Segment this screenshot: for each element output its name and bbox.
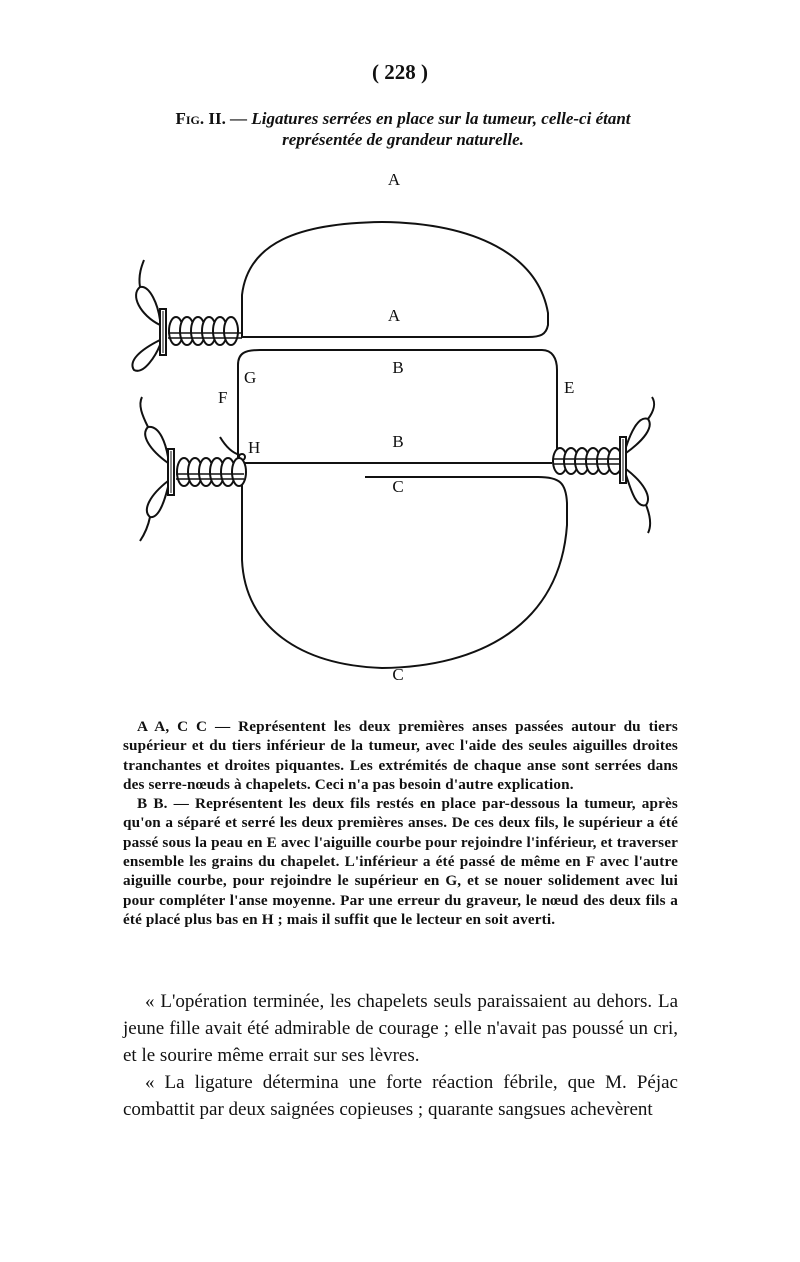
upper-chapelet [132, 260, 242, 371]
body-paragraph-2: « La ligature détermina une forte réaction fébrile, que M. Péjac combattit par deux saignées copieuses ; quarante sangsues achevèrent [123, 1072, 678, 1120]
caption-dash: — [225, 109, 252, 128]
ligature-diagram [120, 165, 680, 695]
lower-left-chapelet [140, 397, 246, 541]
label-e: E [564, 378, 575, 397]
label-bottom-c: C [392, 665, 404, 684]
label-top-a: A [387, 170, 401, 189]
label-inner-a: A [387, 306, 401, 325]
label-lower-b: B [392, 432, 404, 451]
page-number: ( 228 ) [372, 60, 428, 84]
label-f: F [218, 388, 228, 407]
label-g: G [244, 368, 257, 387]
right-chapelet [553, 397, 654, 533]
caption-text: Ligatures serrées en place sur la tumeur, celle-ci étant représentée de grandeur naturelle. [251, 109, 631, 149]
label-upper-b: B [392, 358, 404, 377]
legend-paragraph-bb: B B. — Représentent les deux fils restés en place par-dessous la tumeur, après qu'on a séparé et serré les deux premières anses. De ces deux fils, le supérieur a été passé sous la peau en E avec l'aiguille courbe pour rejoindre l'inférieur, et traverser ensemble les grains du chapelet. L'inférieur a été passé de même en F avec l'autre aiguille courbe, pour rejoindre le supérieur en G, et se nouer solidement avec lui pour compléter l'anse moyenne. Par une erreur du graveur, le nœud des deux fils a été placé plus bas en H ; mais il suffit que le lecteur en soit averti. [123, 795, 678, 928]
legend-paragraph-aa-cc: A A, C C — Représentent les deux premières anses passées autour du tiers supérieur et du tiers inférieur de la tumeur, avec l'aide des seules aiguilles droites tranchantes et droites piquantes. Les extrémités de chaque anse sont serrées dans des serre-nœuds à chapelets. Ceci n'a pas besoin d'autre explication. [123, 718, 678, 793]
body-paragraph-1: « L'opération terminée, les chapelets seuls paraissaient au dehors. La jeune fille avait été admirable de courage ; elle n'avait pas poussé un cri, et le sourire même errait sur ses lèvres. [123, 991, 678, 1066]
label-upper-c: C [392, 477, 404, 496]
figure-label: Fig. II. [175, 109, 226, 128]
lower-loop-cc [242, 475, 567, 668]
body-text [123, 988, 678, 1123]
ligature-figure [120, 165, 680, 695]
figure-legend [123, 717, 678, 929]
figure-caption [138, 108, 668, 150]
label-h: H [248, 438, 261, 457]
